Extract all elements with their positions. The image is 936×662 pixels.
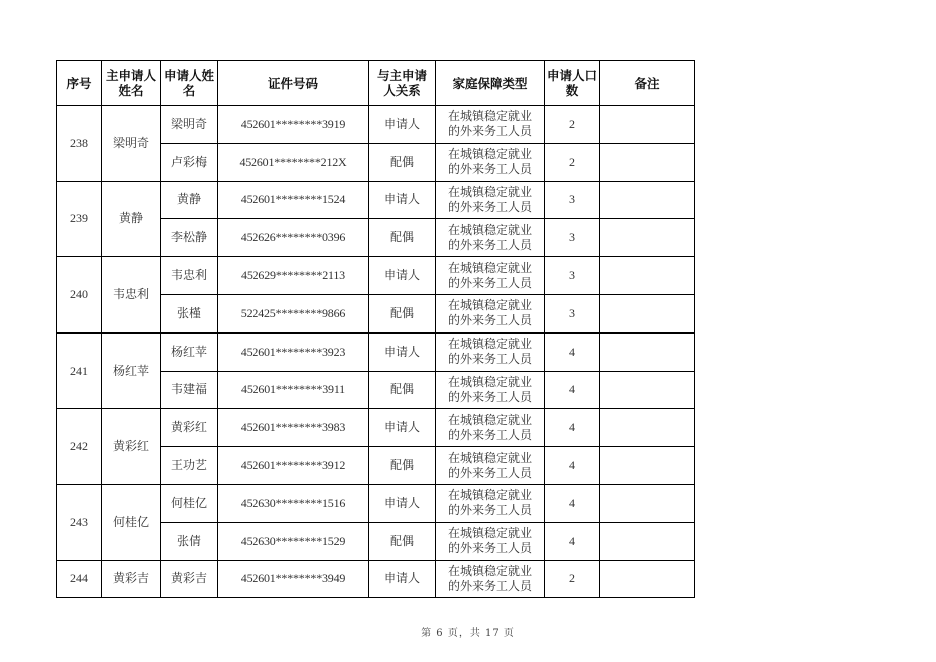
guarantee-type-cell <box>436 560 545 598</box>
page-footer: 第 6 页，共 17 页 <box>421 628 515 639</box>
guarantee-type-cell <box>436 522 545 560</box>
main-applicant-cell: 何桂亿 <box>102 484 161 560</box>
seq-cell: 243 <box>57 484 102 560</box>
household-count-cell: 3 <box>545 294 600 332</box>
seq-cell: 240 <box>57 257 102 333</box>
guarantee-type-line-1: 在城镇稳定就业 <box>447 147 532 162</box>
remarks-cell <box>600 294 695 332</box>
guarantee-type-cell <box>436 257 545 295</box>
table-row <box>57 106 695 144</box>
guarantee-type-line-2: 的外来务工人员 <box>447 275 532 290</box>
seq-cell: 239 <box>57 181 102 257</box>
household-count-cell: 2 <box>545 106 600 144</box>
applicant-name-cell: 李松静 <box>161 219 218 257</box>
id-number-cell: 452626********0396 <box>218 219 369 257</box>
household-count-cell: 4 <box>545 371 600 409</box>
guarantee-type-line-2: 的外来务工人员 <box>447 578 532 593</box>
guarantee-type-line-1: 在城镇稳定就业 <box>447 412 532 427</box>
applicant-name-cell: 韦建福 <box>161 371 218 409</box>
id-number-cell: 452601********3983 <box>218 409 369 447</box>
header-main-applicant-label: 主申请人 姓名 <box>105 68 156 98</box>
household-count-cell: 3 <box>545 219 600 257</box>
header-main-applicant <box>102 61 161 106</box>
guarantee-type-line-2: 的外来务工人员 <box>447 237 532 252</box>
remarks-cell <box>600 560 695 598</box>
guarantee-type-line-1: 在城镇稳定就业 <box>447 109 532 124</box>
applicant-name-cell: 张槿 <box>161 294 218 332</box>
applicant-table <box>56 60 695 598</box>
household-count-cell: 4 <box>545 333 600 371</box>
seq-cell: 238 <box>57 106 102 182</box>
remarks-cell <box>600 219 695 257</box>
main-applicant-cell: 黄彩红 <box>102 409 161 485</box>
header-relation <box>369 61 436 106</box>
applicant-name-cell: 黄彩吉 <box>161 560 218 598</box>
relation-cell: 申请人 <box>369 409 436 447</box>
main-applicant-cell: 黄静 <box>102 181 161 257</box>
remarks-cell <box>600 257 695 295</box>
relation-cell: 配偶 <box>369 447 436 485</box>
id-number-cell: 452629********2113 <box>218 257 369 295</box>
guarantee-type-cell <box>436 447 545 485</box>
header-seq <box>57 61 102 106</box>
header-applicant <box>161 61 218 106</box>
id-number-cell: 522425********9866 <box>218 294 369 332</box>
table-row <box>57 333 695 371</box>
id-number-cell: 452601********3911 <box>218 371 369 409</box>
guarantee-type-cell <box>436 106 545 144</box>
guarantee-type-line-2: 的外来务工人员 <box>447 427 532 442</box>
id-number-cell: 452601********3912 <box>218 447 369 485</box>
guarantee-type-line-2: 的外来务工人员 <box>447 313 532 328</box>
remarks-cell <box>600 143 695 181</box>
guarantee-type-cell <box>436 294 545 332</box>
household-count-cell: 4 <box>545 447 600 485</box>
id-number-cell: 452601********212X <box>218 143 369 181</box>
household-count-cell: 2 <box>545 143 600 181</box>
guarantee-type-line-2: 的外来务工人员 <box>447 389 532 404</box>
household-count-cell: 4 <box>545 522 600 560</box>
applicant-name-cell: 黄静 <box>161 181 218 219</box>
guarantee-type-line-2: 的外来务工人员 <box>447 162 532 177</box>
id-number-cell: 452601********3923 <box>218 333 369 371</box>
table-row <box>57 181 695 219</box>
remarks-cell <box>600 447 695 485</box>
relation-cell: 配偶 <box>369 219 436 257</box>
id-number-cell: 452601********3919 <box>218 106 369 144</box>
remarks-cell <box>600 522 695 560</box>
remarks-cell <box>600 181 695 219</box>
guarantee-type-cell <box>436 409 545 447</box>
guarantee-type-cell <box>436 484 545 522</box>
relation-cell: 配偶 <box>369 371 436 409</box>
guarantee-type-line-1: 在城镇稳定就业 <box>447 222 532 237</box>
relation-cell: 申请人 <box>369 560 436 598</box>
guarantee-type-line-2: 的外来务工人员 <box>447 352 532 367</box>
guarantee-type-line-2: 的外来务工人员 <box>447 541 532 556</box>
remarks-cell <box>600 371 695 409</box>
seq-cell: 242 <box>57 409 102 485</box>
applicant-name-cell: 张倩 <box>161 522 218 560</box>
applicant-name-cell: 黄彩红 <box>161 409 218 447</box>
guarantee-type-line-1: 在城镇稳定就业 <box>447 298 532 313</box>
relation-cell: 申请人 <box>369 257 436 295</box>
header-household-count <box>545 61 600 106</box>
guarantee-type-cell <box>436 219 545 257</box>
guarantee-type-cell <box>436 371 545 409</box>
main-applicant-cell: 黄彩吉 <box>102 560 161 598</box>
relation-cell: 配偶 <box>369 522 436 560</box>
applicant-name-cell: 何桂亿 <box>161 484 218 522</box>
relation-cell: 申请人 <box>369 484 436 522</box>
header-guarantee-type <box>436 61 545 106</box>
guarantee-type-line-1: 在城镇稳定就业 <box>447 526 532 541</box>
remarks-cell <box>600 409 695 447</box>
guarantee-type-line-2: 的外来务工人员 <box>447 199 532 214</box>
header-household-count-label: 申请人口 数 <box>546 68 597 98</box>
guarantee-type-line-2: 的外来务工人员 <box>447 503 532 518</box>
main-applicant-cell: 杨红苹 <box>102 333 161 409</box>
id-number-cell: 452630********1516 <box>218 484 369 522</box>
guarantee-type-line-1: 在城镇稳定就业 <box>447 374 532 389</box>
main-applicant-cell: 韦忠利 <box>102 257 161 333</box>
table-row <box>57 409 695 447</box>
seq-cell: 244 <box>57 560 102 598</box>
household-count-cell: 2 <box>545 560 600 598</box>
household-count-cell: 4 <box>545 484 600 522</box>
guarantee-type-line-1: 在城镇稳定就业 <box>447 184 532 199</box>
applicant-name-cell: 梁明奇 <box>161 106 218 144</box>
household-count-cell: 3 <box>545 181 600 219</box>
guarantee-type-line-1: 在城镇稳定就业 <box>447 450 532 465</box>
applicant-name-cell: 卢彩梅 <box>161 143 218 181</box>
id-number-cell: 452630********1529 <box>218 522 369 560</box>
household-count-cell: 4 <box>545 409 600 447</box>
guarantee-type-line-1: 在城镇稳定就业 <box>447 260 532 275</box>
remarks-cell <box>600 106 695 144</box>
table-body <box>57 106 695 598</box>
relation-cell: 申请人 <box>369 181 436 219</box>
header-id-number-label: 证件号码 <box>267 75 318 91</box>
relation-cell: 配偶 <box>369 143 436 181</box>
remarks-cell <box>600 484 695 522</box>
header-relation-label: 与主申请 人关系 <box>376 68 427 98</box>
applicant-name-cell: 韦忠利 <box>161 257 218 295</box>
relation-cell: 配偶 <box>369 294 436 332</box>
guarantee-type-cell <box>436 181 545 219</box>
header-remarks <box>600 61 695 106</box>
seq-cell: 241 <box>57 333 102 409</box>
header-remarks-label: 备注 <box>634 75 660 91</box>
header-row <box>57 61 695 106</box>
guarantee-type-cell <box>436 143 545 181</box>
guarantee-type-cell <box>436 333 545 371</box>
remarks-cell <box>600 333 695 371</box>
guarantee-type-line-1: 在城镇稳定就业 <box>447 488 532 503</box>
header-guarantee-type-label: 家庭保障类型 <box>452 75 528 91</box>
header-seq-label: 序号 <box>66 75 92 91</box>
id-number-cell: 452601********1524 <box>218 181 369 219</box>
main-applicant-cell: 梁明奇 <box>102 106 161 182</box>
applicant-name-cell: 王功艺 <box>161 447 218 485</box>
header-applicant-label: 申请人姓 名 <box>163 68 214 98</box>
table-row <box>57 484 695 522</box>
guarantee-type-line-1: 在城镇稳定就业 <box>447 337 532 352</box>
guarantee-type-line-2: 的外来务工人员 <box>447 124 532 139</box>
header-id-number <box>218 61 369 106</box>
relation-cell: 申请人 <box>369 106 436 144</box>
table-row <box>57 257 695 295</box>
guarantee-type-line-2: 的外来务工人员 <box>447 465 532 480</box>
relation-cell: 申请人 <box>369 333 436 371</box>
applicant-name-cell: 杨红苹 <box>161 333 218 371</box>
table-row <box>57 560 695 598</box>
household-count-cell: 3 <box>545 257 600 295</box>
guarantee-type-line-1: 在城镇稳定就业 <box>447 563 532 578</box>
id-number-cell: 452601********3949 <box>218 560 369 598</box>
